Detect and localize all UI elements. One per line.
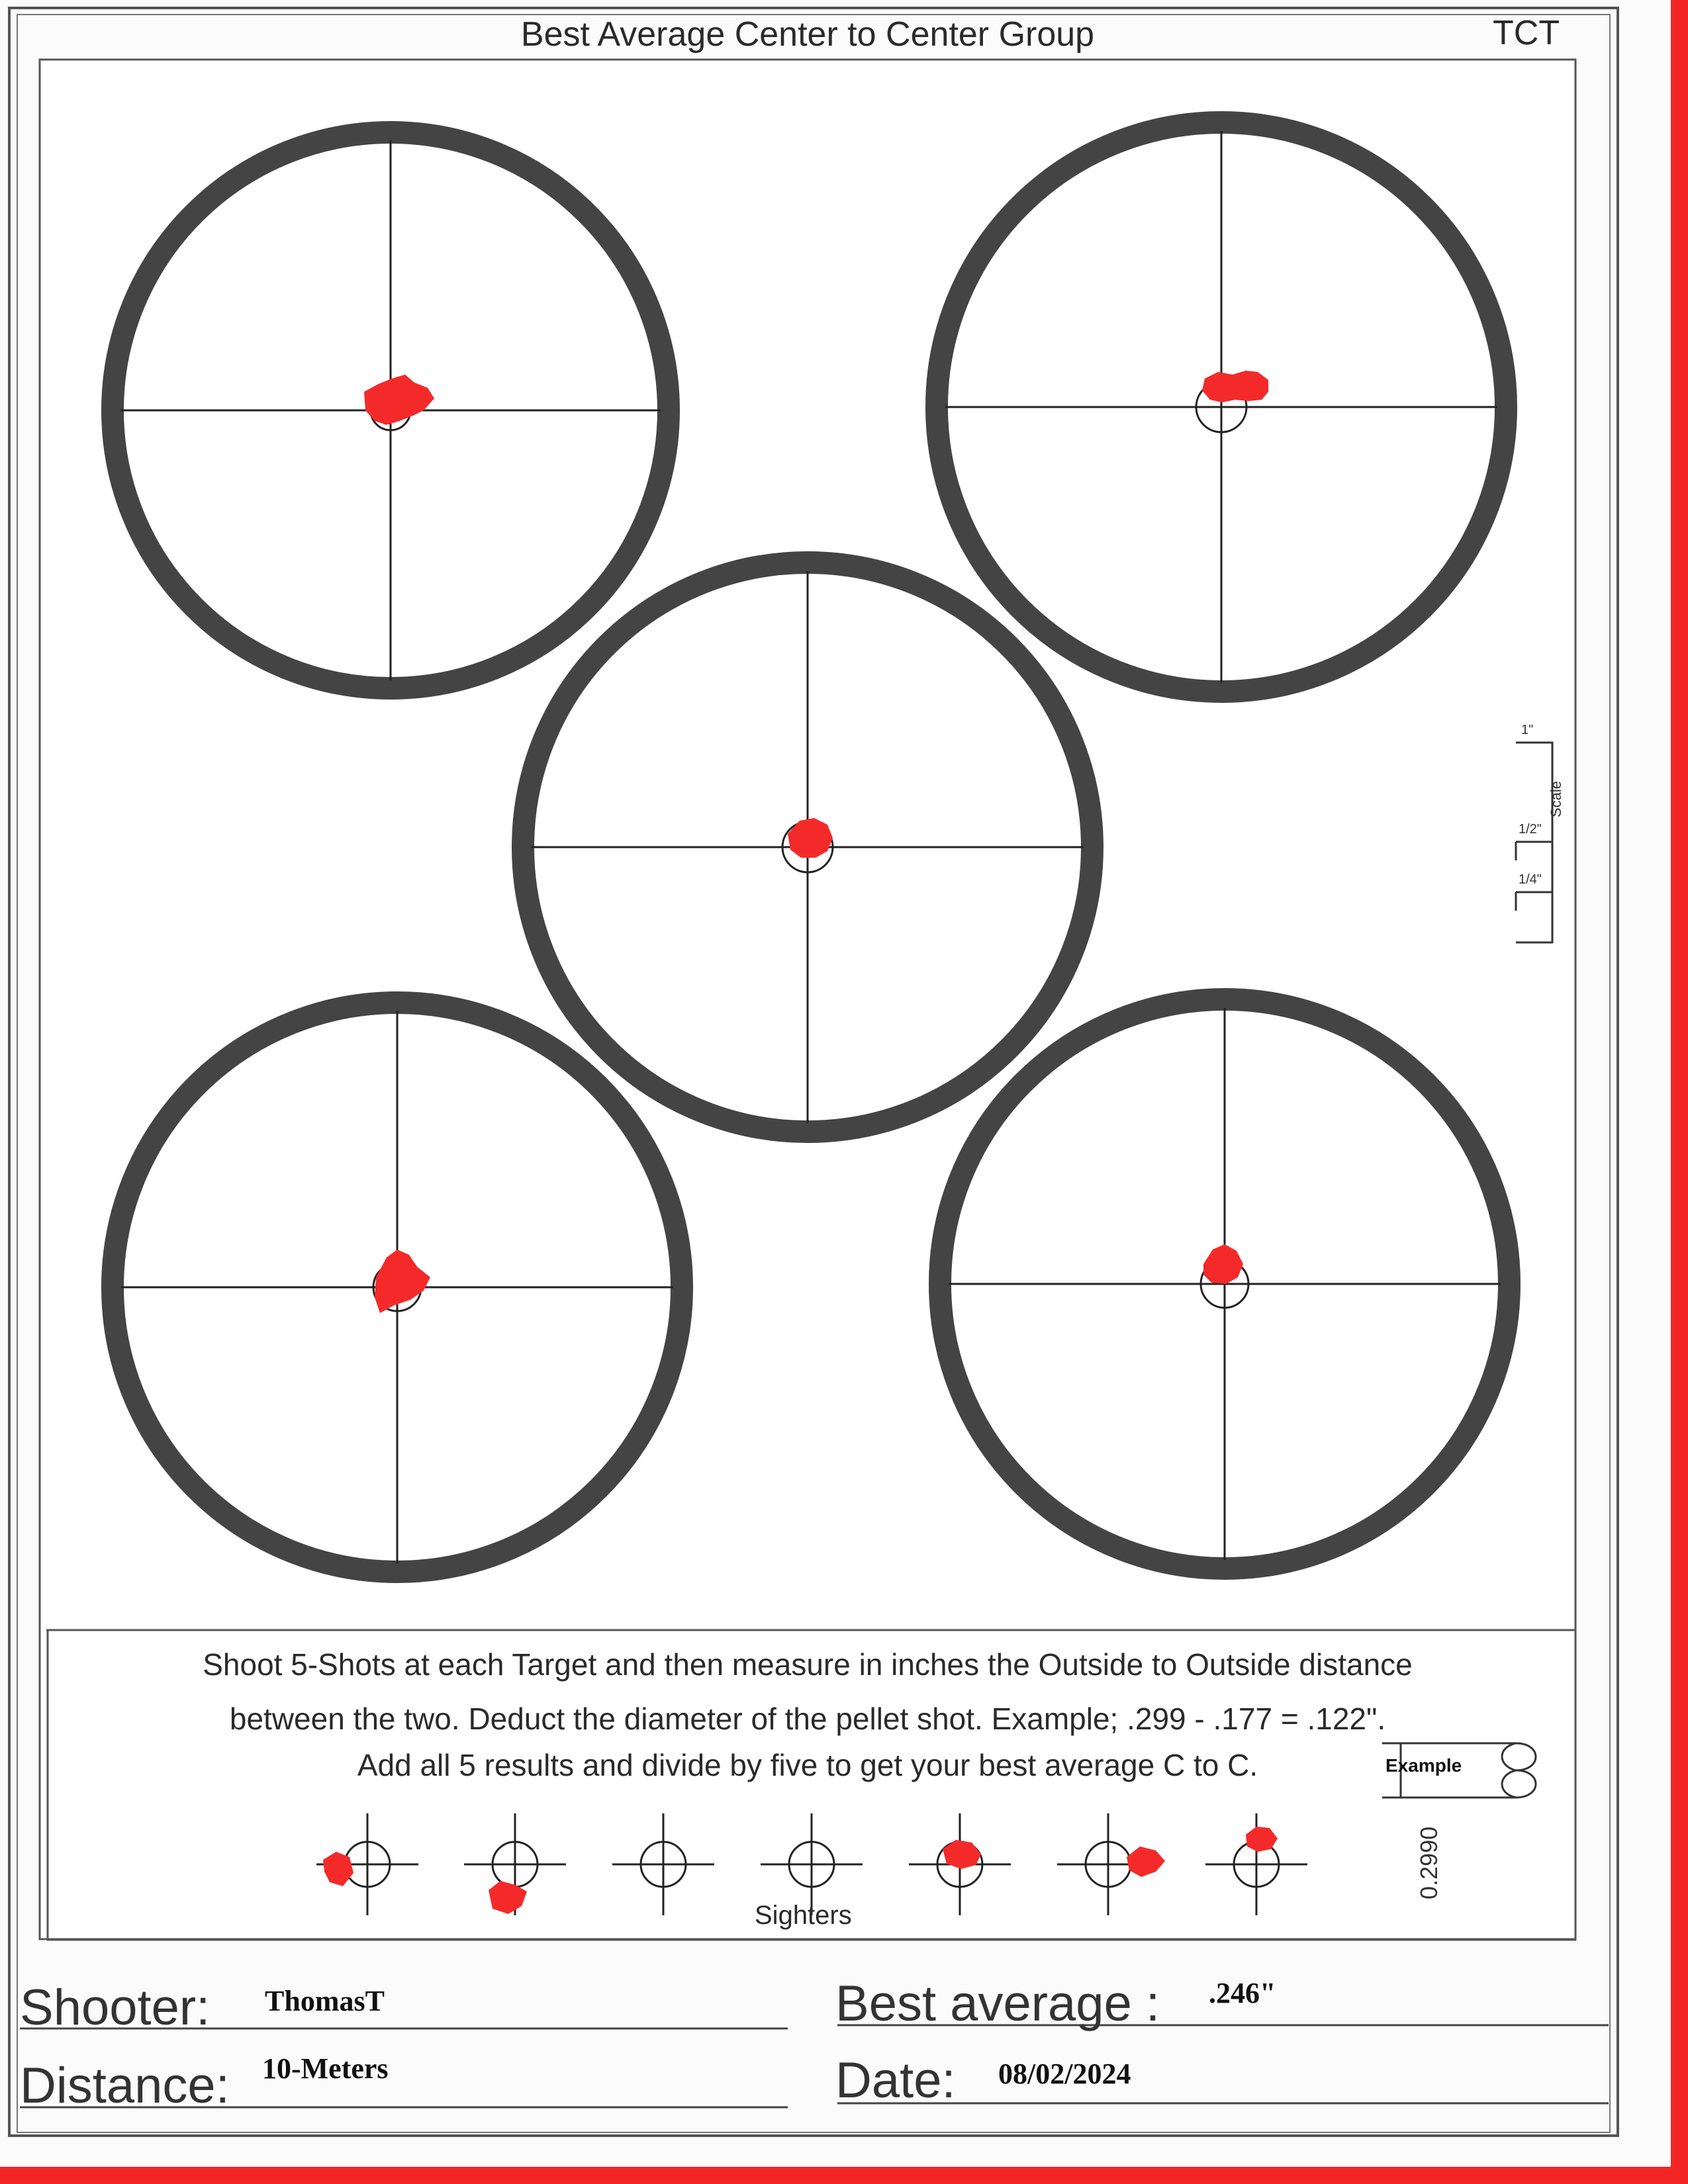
target-bottom-right	[940, 999, 1509, 1569]
scale-tick-quarter: 1/4"	[1519, 872, 1542, 887]
instruction-line-3: Add all 5 results and divide by five to get your best average C to C.	[357, 1748, 1258, 1782]
red-edge-right	[1671, 0, 1688, 2184]
target-center	[523, 563, 1092, 1132]
scale-tick-1in: 1"	[1521, 723, 1534, 737]
date-value: 08/02/2024	[998, 2058, 1131, 2090]
example-value: 0.2990	[1415, 1826, 1442, 1899]
scale-tick-half: 1/2"	[1519, 822, 1542, 837]
instruction-line-2: between the two. Deduct the diameter of the pellet shot. Example; .299 - .177 = .122".	[229, 1702, 1386, 1736]
sheet-title: Best Average Center to Center Group	[520, 15, 1095, 54]
scale-title: Scale	[1548, 780, 1564, 817]
best-average-value: .246"	[1209, 1977, 1276, 2009]
shooter-label: Shooter:	[20, 1979, 211, 2036]
shooter-value: ThomasT	[265, 1985, 385, 2017]
target-top-right	[937, 122, 1506, 692]
target-bottom-left	[113, 1003, 682, 1572]
best-average-label: Best average :	[835, 1976, 1160, 2032]
target-top-left	[113, 132, 669, 688]
sheet-code: TCT	[1493, 14, 1560, 52]
sighters-label: Sighters	[755, 1901, 852, 1930]
distance-value: 10-Meters	[262, 2052, 389, 2085]
red-edge-bottom	[0, 2167, 1688, 2184]
example-label: Example	[1385, 1755, 1462, 1776]
distance-label: Distance:	[20, 2058, 230, 2114]
shot-group	[1202, 371, 1268, 402]
instruction-line-1: Shoot 5-Shots at each Target and then measure in inches the Outside to Outside distance	[203, 1647, 1413, 1682]
date-label: Date:	[835, 2052, 956, 2109]
